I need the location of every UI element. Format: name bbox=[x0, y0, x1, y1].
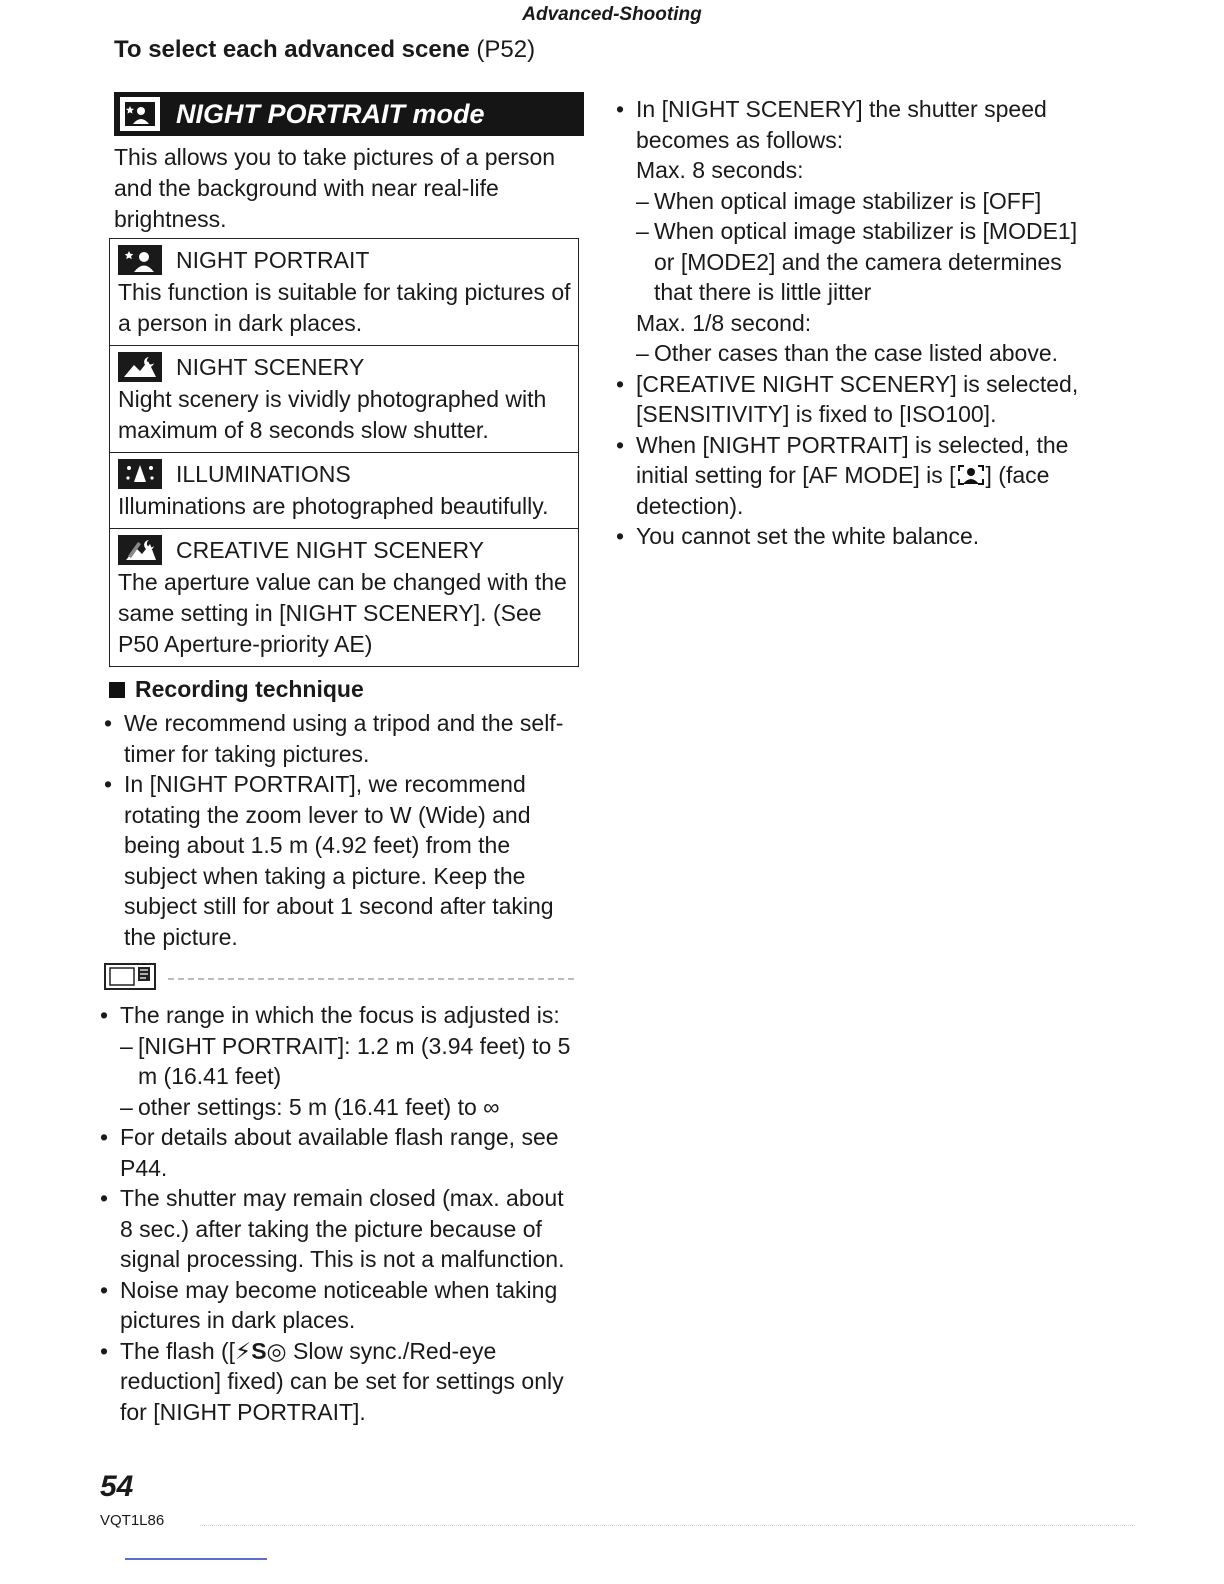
scene-description: Illuminations are photographed beautifully. bbox=[118, 493, 549, 519]
sub-item: – When optical image stabilizer is [MODE1] or [MODE2] and the camera determines that there is little jitter bbox=[636, 216, 1096, 308]
sub-item: – [NIGHT PORTRAIT]: 1.2 m (3.94 feet) to 5 m (16.41 feet) bbox=[120, 1031, 580, 1092]
list-item-flash bbox=[100, 1336, 580, 1428]
square-bullet-icon bbox=[109, 682, 125, 698]
scene-row-illuminations bbox=[110, 452, 578, 528]
page-number: 54 bbox=[100, 1470, 134, 1503]
page-title-ref: (P52) bbox=[476, 36, 536, 63]
scene-row-night-scenery bbox=[110, 345, 578, 452]
notes-list bbox=[100, 1000, 580, 1427]
bottom-rule bbox=[125, 1558, 267, 1560]
memo-icon bbox=[104, 961, 158, 996]
list-item: • You cannot set the white balance. bbox=[616, 521, 1096, 552]
scene-name: CREATIVE NIGHT SCENERY bbox=[176, 536, 485, 563]
document-code: VQT1L86 bbox=[100, 1512, 165, 1529]
night-portrait-icon bbox=[118, 245, 162, 275]
list-item: • Noise may become noticeable when taking pictures in dark places. bbox=[100, 1275, 580, 1336]
night-scenery-icon bbox=[118, 352, 162, 382]
sub-item: – other settings: 5 m (16.41 feet) to ∞ bbox=[120, 1092, 580, 1123]
flash-suffix: Slow sync./Red-eye reduction] fixed) can be set for settings only for [NIGHT PORTRAIT]. bbox=[120, 1337, 564, 1425]
right-notes-list bbox=[616, 94, 1096, 552]
list-item: • In [NIGHT SCENERY] the shutter speed becomes as follows: bbox=[616, 94, 1096, 155]
mode-intro: This allows you to take pictures of a person and the background with near real-life brightness. bbox=[114, 144, 556, 232]
list-item: • For details about available flash range, see P44. bbox=[100, 1122, 580, 1183]
sub-heading: Max. 1/8 second: bbox=[636, 309, 812, 336]
footer-rule bbox=[200, 1525, 1135, 1526]
section-label: Advanced-Shooting bbox=[522, 4, 702, 25]
scene-row-night-portrait bbox=[110, 239, 578, 345]
sub-item: – When optical image stabilizer is [OFF] bbox=[636, 186, 1096, 217]
recording-technique-list bbox=[104, 708, 574, 952]
face-detection-icon bbox=[956, 462, 986, 488]
scene-table bbox=[109, 238, 579, 667]
flash-slow-sync-red-eye-icon: ⚡S◎ bbox=[235, 1337, 287, 1364]
scene-name: NIGHT PORTRAIT bbox=[176, 246, 370, 273]
flash-prefix: The flash ([ bbox=[120, 1337, 236, 1364]
mode-banner bbox=[114, 92, 584, 136]
scene-row-creative-night-scenery bbox=[110, 528, 578, 666]
list-item: • We recommend using a tripod and the self-timer for taking pictures. bbox=[104, 708, 574, 769]
dashed-divider bbox=[168, 977, 574, 980]
creative-night-scenery-icon bbox=[118, 535, 162, 565]
af-prefix: When [NIGHT PORTRAIT] is selected, the initial setting for [AF MODE] is [ bbox=[636, 431, 1069, 488]
list-item: • [CREATIVE NIGHT SCENERY] is selected, [SENSITIVITY] is fixed to [ISO100]. bbox=[616, 369, 1096, 430]
list-item: • The range in which the focus is adjusted is: bbox=[100, 1000, 580, 1031]
list-item-af-mode bbox=[616, 430, 1096, 522]
night-portrait-icon bbox=[120, 97, 160, 131]
recording-technique-heading bbox=[109, 676, 364, 703]
sub-item: – Other cases than the case listed above. bbox=[636, 338, 1096, 369]
page-title-text: To select each advanced scene bbox=[114, 36, 470, 63]
mode-banner-title: NIGHT PORTRAIT mode bbox=[176, 98, 485, 129]
scene-description: Night scenery is vividly photographed with maximum of 8 seconds slow shutter. bbox=[118, 386, 547, 443]
scene-description: The aperture value can be changed with the same setting in [NIGHT SCENERY]. (See P50 Aperture-priority AE) bbox=[118, 569, 567, 657]
memo-divider bbox=[104, 962, 574, 994]
recording-heading-text: Recording technique bbox=[135, 676, 364, 702]
scene-description: This function is suitable for taking pictures of a person in dark places. bbox=[118, 279, 571, 336]
list-item: • The shutter may remain closed (max. about 8 sec.) after taking the picture because of signal processing. This is not a malfunction. bbox=[100, 1183, 580, 1275]
illuminations-icon bbox=[118, 459, 162, 489]
page-title bbox=[114, 36, 535, 64]
scene-name: NIGHT SCENERY bbox=[176, 353, 365, 380]
af-suffix: ] (face detection). bbox=[636, 462, 1050, 519]
sub-heading: Max. 8 seconds: bbox=[636, 157, 804, 183]
scene-name: ILLUMINATIONS bbox=[176, 460, 351, 487]
list-item: • In [NIGHT PORTRAIT], we recommend rotating the zoom lever to W (Wide) and being about 1.5 m (4.92 feet) from the subject when taking a picture. Keep the subject still for about 1 second after taking the picture. bbox=[104, 769, 574, 952]
